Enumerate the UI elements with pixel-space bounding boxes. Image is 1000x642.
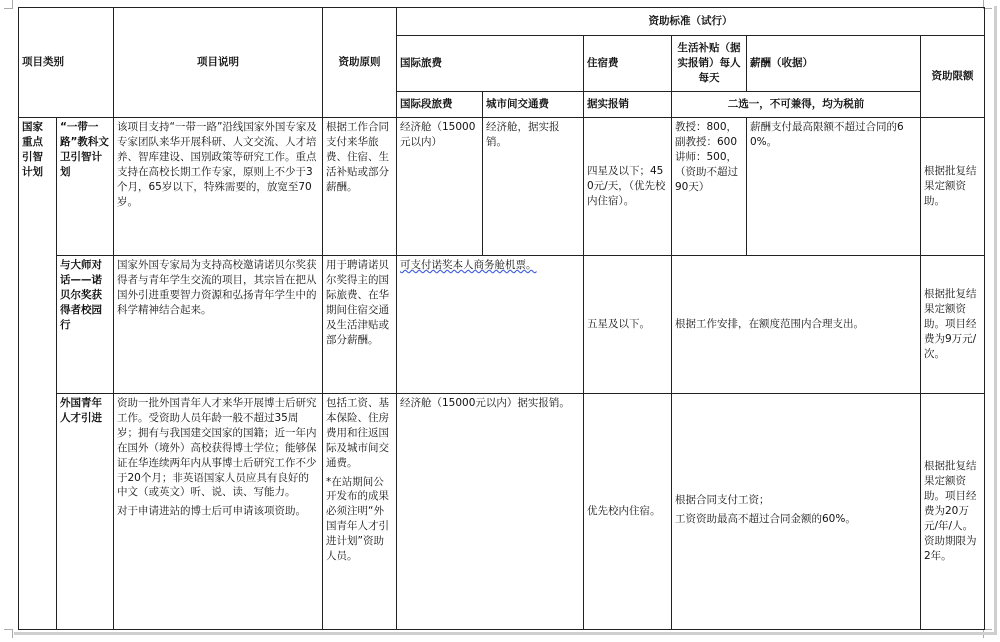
description-main: 资助一批外国青年人才来华开展博士后研究工作。受资助人员年龄一般不超过35周岁；拥有与我国建交国家的国籍；近一年内在国外（境外）高校获得博士学位；能够保证在华连续两年内从事博士后研究工作不少于20个月；非英语国家人员应具有良好的中文（或英文）听、说、读、写能力。	[117, 397, 317, 499]
project-name: “一带一路”教科文卫引智计划	[57, 118, 114, 256]
header-intl-segment: 国际段旅费	[397, 92, 483, 118]
project-salary: 薪酬支付最高限额不超过合同的60%。	[747, 118, 921, 256]
table-row-belt-road	[19, 118, 985, 256]
project-principle	[323, 394, 397, 630]
project-limit: 根据批复结果定额资助。项目经费为20万元/年/人。资助期限为2年。	[921, 394, 985, 630]
project-accommodation: 五星及以下。	[584, 256, 672, 394]
project-limit: 根据批复结果定额资助。	[921, 118, 985, 256]
header-intl-travel: 国际旅费	[397, 36, 584, 92]
crop-mark-bottom-left	[4, 629, 13, 638]
header-category: 项目类别	[19, 8, 114, 118]
funding-standards-table	[18, 7, 985, 630]
header-limit: 资助限额	[921, 36, 985, 118]
header-living-allowance: 生活补贴（据实报销）每人每天	[672, 36, 747, 92]
project-name: 与大师对话——诺贝尔奖获得者校园行	[57, 256, 114, 394]
header-description: 项目说明	[114, 8, 323, 118]
project-name: 外国青年人才引进	[57, 394, 114, 630]
header-row-1	[19, 8, 985, 36]
crop-mark-top-left	[4, 0, 13, 9]
project-living-salary: 根据工作安排，在额度范围内合理支出。	[672, 256, 921, 394]
project-accommodation: 优先校内住宿。	[584, 394, 672, 630]
project-description: 该项目支持“一带一路”沿线国家外国专家及专家团队来华开展科研、人文交流、人才培养、智库建设、国别政策等研究工作。重点支持在高校长期工作专家，原则上不少于3个月，65岁以下，特殊需要的，放宽至70岁。	[114, 118, 323, 256]
group-label: 国家重点引智计划	[19, 118, 57, 630]
header-salary: 薪酬（收据）	[747, 36, 921, 92]
project-travel: 可支付诺奖本人商务舱机票。	[397, 256, 584, 394]
project-description	[114, 394, 323, 630]
project-travel: 经济舱（15000元以内）据实报销。	[397, 394, 584, 630]
project-city-transport: 经济舱，据实报销。	[483, 118, 584, 256]
principle-main: 包括工资、基本保险、住房费用和往返国际及城市间交通费。	[326, 397, 389, 469]
table-row-young-talent	[19, 394, 985, 630]
salary-line-2: 工资资助最高不超过合同金额的60%。	[675, 512, 856, 525]
project-living-allowance: 教授：800，副教授：600讲师：500，（资助不超过90天）	[672, 118, 747, 256]
header-standard: 资助标准（试行）	[397, 8, 985, 36]
project-accommodation: 四星及以下；450元/天，（优先校内住宿）。	[584, 118, 672, 256]
project-principle: 根据工作合同支付来华旅费、住宿、生活补贴或部分薪酬。	[323, 118, 397, 256]
description-extra: 对于申请进站的博士后可申请该项资助。	[117, 505, 306, 518]
project-living-salary	[672, 394, 921, 630]
header-choose-one: 二选一，不可兼得，均为税前	[672, 92, 921, 118]
header-accommodation: 住宿费	[584, 36, 672, 92]
project-limit: 根据批复结果定额资助。项目经费为9万元/次。	[921, 256, 985, 394]
project-description: 国家外国专家局为支持高校邀请诺贝尔奖获得者与青年学生交流的项目，其宗旨在把从国外引进重要智力资源和弘扬青年学生中的科学精神结合起来。	[114, 256, 323, 394]
principle-note: *在站期间公开发布的成果必须注明“外国青年人才引进计划”资助人员。	[326, 475, 389, 563]
header-reimburse-actual: 据实报销	[584, 92, 672, 118]
table-row-nobel	[19, 256, 985, 394]
header-city-transport: 城市间交通费	[483, 92, 584, 118]
project-principle: 用于聘请诺贝尔奖得主的国际旅费、在华期间住宿交通及生活津贴或部分薪酬。	[323, 256, 397, 394]
header-principle: 资助原则	[323, 8, 397, 118]
project-intl-segment: 经济舱（15000元以内）	[397, 118, 483, 256]
salary-line-1: 根据合同支付工资；	[675, 493, 770, 506]
